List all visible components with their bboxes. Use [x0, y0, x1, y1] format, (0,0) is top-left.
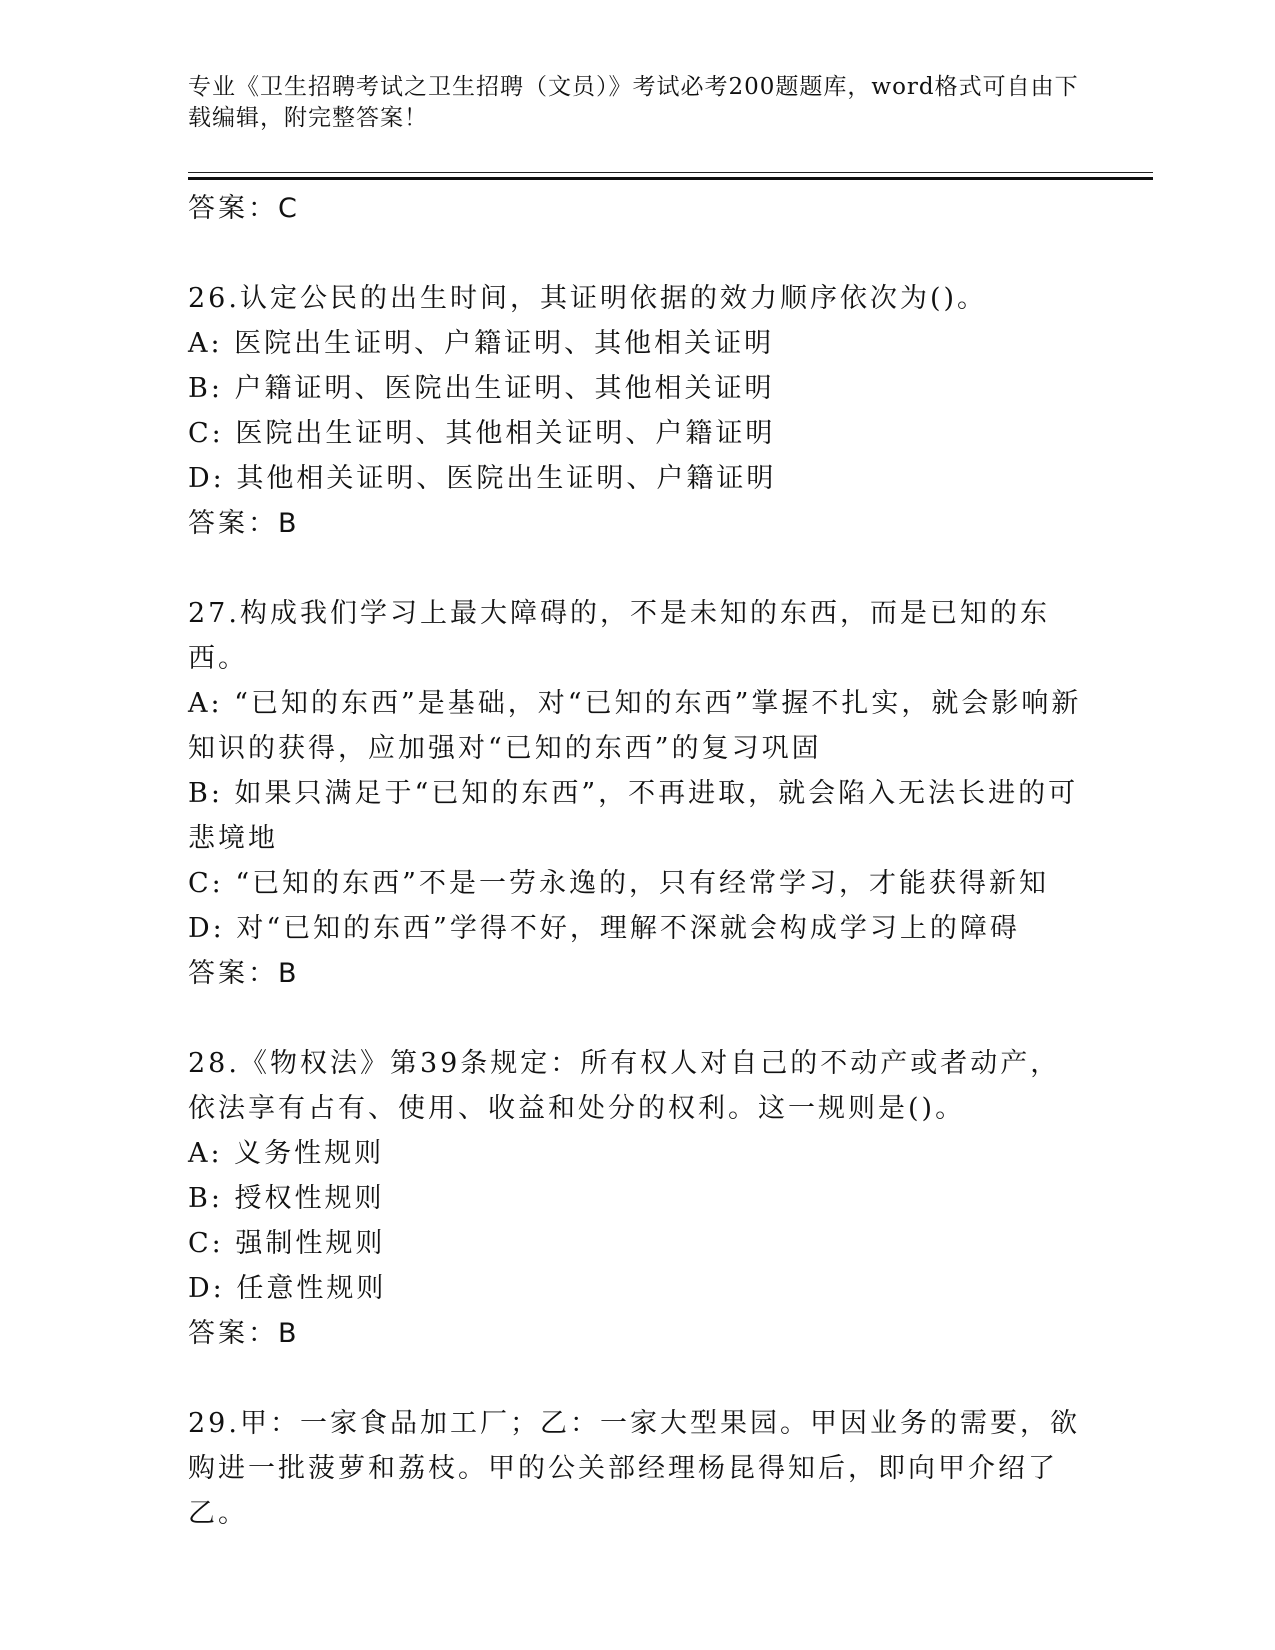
option-a: A: 医院出生证明、户籍证明、其他相关证明	[188, 328, 775, 359]
option-d: D: 其他相关证明、医院出生证明、户籍证明	[188, 463, 777, 494]
option-a: A: “已知的东西”是基础，对“已知的东西”掌握不扎实，就会影响新知识的获得，应加强对“已知的东西”的复习巩固	[188, 688, 1082, 764]
spacer	[188, 546, 1088, 591]
option-a: A: 义务性规则	[188, 1138, 385, 1169]
spacer	[188, 996, 1088, 1041]
header-divider-thick	[188, 177, 1153, 180]
option-c: C: 强制性规则	[188, 1228, 386, 1259]
option-c: C: 医院出生证明、其他相关证明、户籍证明	[188, 418, 776, 449]
answer-line: 答案：B	[188, 508, 300, 539]
question-stem: 26.认定公民的出生时间，其证明依据的效力顺序依次为()。	[188, 283, 988, 314]
answer-line: 答案：B	[188, 958, 300, 989]
option-d: D: 任意性规则	[188, 1273, 387, 1304]
answer-line: 答案：B	[188, 1318, 300, 1349]
question-stem: 29.甲：一家食品加工厂；乙：一家大型果园。甲因业务的需要，欲购进一批菠萝和荔枝。甲的公关部经理杨昆得知后，即向甲介绍了乙。	[188, 1408, 1080, 1529]
option-b: B: 如果只满足于“已知的东西”，不再进取，就会陷入无法长进的可悲境地	[188, 778, 1079, 854]
spacer	[188, 1356, 1088, 1401]
question-block	[188, 276, 1088, 546]
question-block	[188, 591, 1088, 996]
header-divider-thin	[188, 172, 1153, 173]
question-block	[188, 1041, 1088, 1356]
spacer	[188, 231, 1088, 276]
question-block	[188, 1401, 1088, 1536]
option-c: C: “已知的东西”不是一劳永逸的，只有经常学习，才能获得新知	[188, 868, 1049, 899]
question-stem: 27.构成我们学习上最大障碍的，不是未知的东西，而是已知的东西。	[188, 598, 1050, 674]
answer-line: 答案：C	[188, 193, 300, 224]
option-b: B: 授权性规则	[188, 1183, 385, 1214]
document-header: 专业《卫生招聘考试之卫生招聘（文员）》考试必考200题题库，word格式可自由下载编辑，附完整答案！	[188, 74, 1079, 131]
option-d: D: 对“已知的东西”学得不好，理解不深就会构成学习上的障碍	[188, 913, 1020, 944]
question-list	[188, 186, 1088, 1536]
question-stem: 28.《物权法》第39条规定：所有权人对自己的不动产或者动产，依法享有占有、使用、收益和处分的权利。这一规则是()。	[188, 1048, 1061, 1124]
option-b: B: 户籍证明、医院出生证明、其他相关证明	[188, 373, 775, 404]
